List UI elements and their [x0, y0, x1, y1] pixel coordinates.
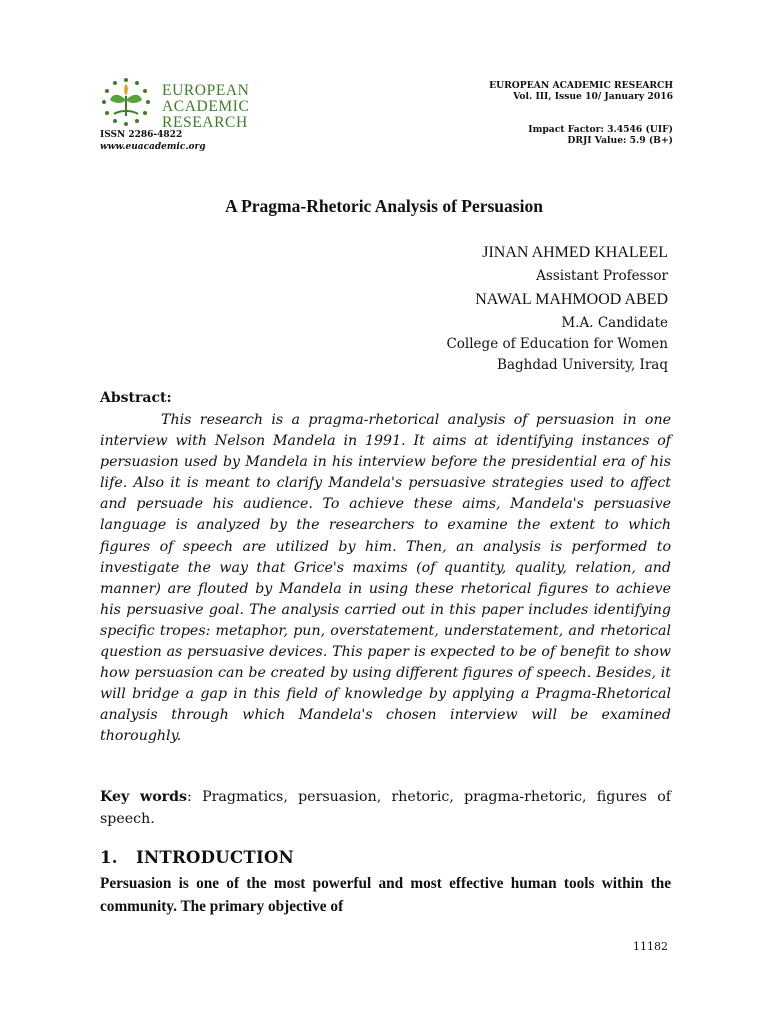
drji-value: DRJI Value: 5.9 (B+) [567, 135, 673, 146]
logo-text-line2: ACADEMIC [162, 98, 250, 115]
keywords-label: Key words [100, 789, 188, 805]
abstract-heading: Abstract: [100, 390, 172, 406]
page-number: 11182 [633, 940, 668, 953]
volume-issue: Vol. III, Issue 10/ January 2016 [513, 91, 673, 102]
section-number: 1. [100, 848, 118, 867]
author-2-university: Baghdad University, Iraq [497, 357, 668, 373]
author-block [446, 240, 668, 376]
introduction-text: Persuasion is one of the most powerful and most effective human tools within the community. The primary objective of [100, 875, 671, 915]
section-heading [100, 848, 294, 867]
website-link[interactable]: www.euacademic.org [100, 142, 206, 152]
author-2-college: College of Education for Women [446, 336, 668, 352]
logo-text-line3: RESEARCH [162, 114, 248, 131]
author-2-name: NAWAL MAHMOOD ABED [475, 291, 668, 308]
journal-logo-icon [96, 76, 156, 132]
paper-title: A Pragma-Rhetoric Analysis of Persuasion [225, 196, 543, 216]
author-1-name: JINAN AHMED KHALEEL [482, 244, 668, 261]
logo-text-line1: EUROPEAN [162, 82, 250, 99]
issn: ISSN 2286-4822 [100, 130, 183, 140]
abstract-text: This research is a pragma-rhetorical analysis of persuasion in one interview with Nelson Mandela in 1991. It aims at identifying instances of persuasion used by Mandela in his interview before the presidential era of his life. Also it is meant to clarify Mandela's persuasive strategies used to affect and persuade his audience. To achieve these aims, Mandela's persuasive language is analyzed by the researchers to examine the extent to which figures of speech are utilized by him. Then, an analysis is performed to investigate the way that Grice's maxims (of quantity, quality, relation, and manner) are flouted by Mandela in using these rhetorical figures to achieve his persuasive goal. The analysis carried out in this paper includes identifying specific tropes: metaphor, pun, overstatement, understatement, and rhetorical question as persuasive devices. This paper is expected to be of benefit to show how persuasion can be created by using different figures of speech. Besides, it will bridge a gap in this field of knowledge by applying a Pragma-Rhetorical analysis through which Mandela's chosen interview will be examined thoroughly. [100, 412, 671, 745]
author-1-position: Assistant Professor [536, 268, 668, 284]
section-title: INTRODUCTION [136, 848, 295, 867]
keywords [100, 786, 671, 830]
author-2-position: M.A. Candidate [561, 315, 668, 331]
impact-factor: Impact Factor: 3.4546 (UIF) [528, 124, 673, 135]
keywords-text: : Pragmatics, persuasion, rhetoric, pragma-rhetoric, figures of speech. [100, 789, 671, 827]
journal-name: EUROPEAN ACADEMIC RESEARCH [489, 80, 673, 91]
